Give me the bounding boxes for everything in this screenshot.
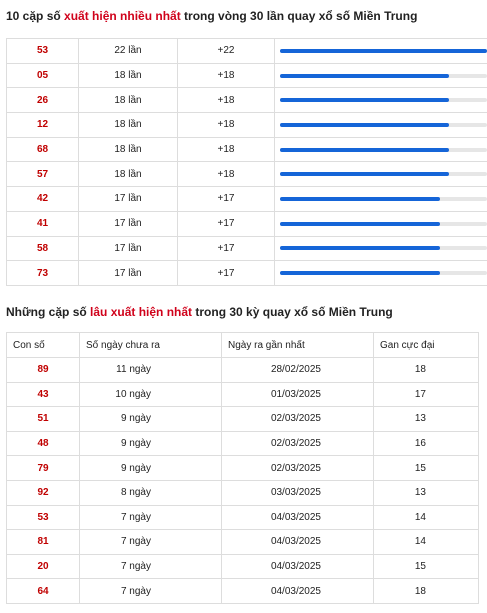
occurrence-count: 18 lần <box>79 63 178 88</box>
section-title-longest-absent <box>6 305 393 319</box>
table-row <box>7 358 479 383</box>
frequency-bar-track <box>280 271 487 275</box>
frequency-bar-track <box>280 172 487 176</box>
pair-number: 53 <box>7 505 80 530</box>
table-row <box>7 261 487 286</box>
last-appearance-date: 02/03/2025 <box>222 407 374 432</box>
table-row <box>7 236 487 261</box>
frequency-bar-cell <box>275 211 487 236</box>
frequency-bar-track <box>280 49 487 53</box>
frequency-bar-track <box>280 74 487 78</box>
frequency-bar-track <box>280 197 487 201</box>
table-header-row <box>7 333 479 358</box>
last-appearance-date: 28/02/2025 <box>222 358 374 383</box>
table-row <box>7 63 487 88</box>
days-absent: 9 ngày <box>80 431 222 456</box>
table-row <box>7 382 479 407</box>
pair-number: 73 <box>7 261 79 286</box>
frequency-bar-cell <box>275 236 487 261</box>
table-row <box>7 407 479 432</box>
max-gap: 13 <box>374 407 479 432</box>
last-appearance-date: 02/03/2025 <box>222 456 374 481</box>
frequency-bar-cell <box>275 113 487 138</box>
last-appearance-date: 04/03/2025 <box>222 505 374 530</box>
table-row <box>7 505 479 530</box>
last-appearance-date: 04/03/2025 <box>222 554 374 579</box>
table-row <box>7 579 479 604</box>
table-row <box>7 88 487 113</box>
occurrence-delta: +17 <box>178 236 275 261</box>
days-absent: 8 ngày <box>80 480 222 505</box>
occurrence-delta: +18 <box>178 137 275 162</box>
frequency-bar-cell <box>275 137 487 162</box>
table-row <box>7 39 487 64</box>
occurrence-count: 17 lần <box>79 211 178 236</box>
table-row <box>7 211 487 236</box>
occurrence-count: 17 lần <box>79 236 178 261</box>
max-gap: 18 <box>374 358 479 383</box>
table-row <box>7 113 487 138</box>
last-appearance-date: 04/03/2025 <box>222 530 374 555</box>
pair-number: 26 <box>7 88 79 113</box>
pair-number: 57 <box>7 162 79 187</box>
last-appearance-date: 02/03/2025 <box>222 431 374 456</box>
pair-number: 68 <box>7 137 79 162</box>
frequency-bar-fill <box>280 74 449 78</box>
table-row <box>7 431 479 456</box>
occurrence-count: 17 lần <box>79 187 178 212</box>
max-gap: 17 <box>374 382 479 407</box>
header-max-gap: Gan cực đại <box>374 333 479 358</box>
frequency-bar-fill <box>280 148 449 152</box>
pair-number: 41 <box>7 211 79 236</box>
frequency-bar-cell <box>275 39 487 64</box>
last-appearance-date: 04/03/2025 <box>222 579 374 604</box>
pair-number: 20 <box>7 554 80 579</box>
occurrence-count: 18 lần <box>79 88 178 113</box>
frequency-bar-track <box>280 98 487 102</box>
days-absent: 7 ngày <box>80 530 222 555</box>
header-days-absent: Số ngày chưa ra <box>80 333 222 358</box>
most-frequent-table <box>6 38 487 286</box>
frequency-bar-fill <box>280 271 440 275</box>
occurrence-count: 17 lần <box>79 261 178 286</box>
table-row <box>7 456 479 481</box>
occurrence-delta: +17 <box>178 261 275 286</box>
pair-number: 81 <box>7 530 80 555</box>
pair-number: 43 <box>7 382 80 407</box>
title-prefix: 10 cặp số <box>6 9 65 23</box>
pair-number: 48 <box>7 431 80 456</box>
occurrence-count: 22 lần <box>79 39 178 64</box>
table-row <box>7 187 487 212</box>
frequency-bar-cell <box>275 187 487 212</box>
frequency-bar-cell <box>275 88 487 113</box>
frequency-bar-fill <box>280 222 440 226</box>
title-highlight: xuất hiện nhiều nhất <box>64 9 181 23</box>
frequency-bar-cell <box>275 63 487 88</box>
pair-number: 64 <box>7 579 80 604</box>
table-row <box>7 530 479 555</box>
max-gap: 15 <box>374 456 479 481</box>
frequency-bar-track <box>280 123 487 127</box>
title-prefix: Những cặp số <box>6 305 91 319</box>
max-gap: 14 <box>374 530 479 555</box>
header-number: Con số <box>7 333 80 358</box>
max-gap: 14 <box>374 505 479 530</box>
table-row <box>7 162 487 187</box>
frequency-bar-fill <box>280 172 449 176</box>
last-appearance-date: 01/03/2025 <box>222 382 374 407</box>
max-gap: 18 <box>374 579 479 604</box>
days-absent: 9 ngày <box>80 456 222 481</box>
table-row <box>7 137 487 162</box>
days-absent: 10 ngày <box>80 382 222 407</box>
pair-number: 42 <box>7 187 79 212</box>
occurrence-delta: +18 <box>178 63 275 88</box>
occurrence-delta: +18 <box>178 162 275 187</box>
pair-number: 89 <box>7 358 80 383</box>
frequency-bar-track <box>280 246 487 250</box>
occurrence-delta: +22 <box>178 39 275 64</box>
occurrence-delta: +18 <box>178 113 275 138</box>
days-absent: 9 ngày <box>80 407 222 432</box>
max-gap: 15 <box>374 554 479 579</box>
frequency-bar-fill <box>280 197 440 201</box>
frequency-bar-track <box>280 222 487 226</box>
occurrence-delta: +17 <box>178 187 275 212</box>
pair-number: 92 <box>7 480 80 505</box>
pair-number: 79 <box>7 456 80 481</box>
occurrence-count: 18 lần <box>79 113 178 138</box>
days-absent: 7 ngày <box>80 554 222 579</box>
frequency-bar-fill <box>280 123 449 127</box>
table-row <box>7 554 479 579</box>
header-last-date: Ngày ra gần nhất <box>222 333 374 358</box>
frequency-bar-fill <box>280 98 449 102</box>
longest-absent-table <box>6 332 479 604</box>
title-suffix: trong 30 kỳ quay xổ số Miền Trung <box>192 305 393 319</box>
frequency-bar-cell <box>275 162 487 187</box>
pair-number: 53 <box>7 39 79 64</box>
section-title-most-frequent <box>6 9 417 23</box>
frequency-bar-cell <box>275 261 487 286</box>
days-absent: 7 ngày <box>80 505 222 530</box>
frequency-bar-fill <box>280 246 440 250</box>
occurrence-count: 18 lần <box>79 162 178 187</box>
title-highlight: lâu xuất hiện nhất <box>90 305 193 319</box>
days-absent: 7 ngày <box>80 579 222 604</box>
occurrence-delta: +18 <box>178 88 275 113</box>
pair-number: 12 <box>7 113 79 138</box>
table-row <box>7 480 479 505</box>
pair-number: 51 <box>7 407 80 432</box>
max-gap: 13 <box>374 480 479 505</box>
occurrence-delta: +17 <box>178 211 275 236</box>
days-absent: 11 ngày <box>80 358 222 383</box>
last-appearance-date: 03/03/2025 <box>222 480 374 505</box>
pair-number: 05 <box>7 63 79 88</box>
max-gap: 16 <box>374 431 479 456</box>
pair-number: 58 <box>7 236 79 261</box>
occurrence-count: 18 lần <box>79 137 178 162</box>
frequency-bar-fill <box>280 49 487 53</box>
frequency-bar-track <box>280 148 487 152</box>
title-suffix: trong vòng 30 lần quay xổ số Miền Trung <box>180 9 418 23</box>
